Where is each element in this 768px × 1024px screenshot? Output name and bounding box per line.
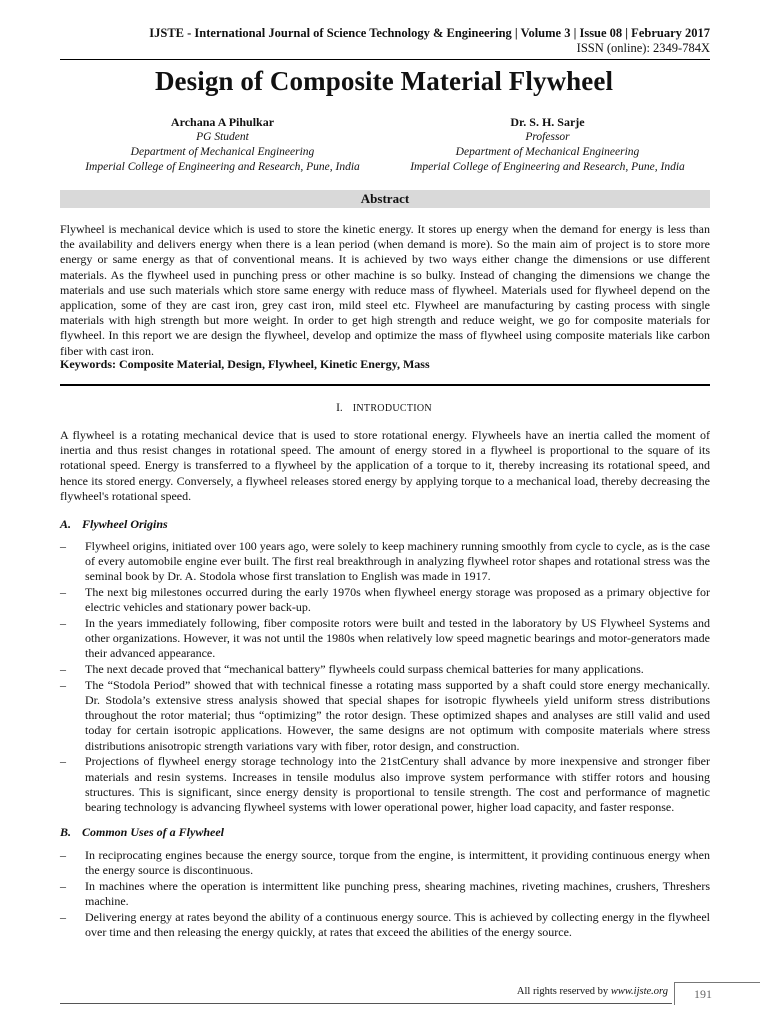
- header-rule: [60, 59, 710, 60]
- footer-rule: [60, 1003, 672, 1004]
- list-item-text: The “Stodola Period” showed that with technical finesse a rotating mass supported by a shaft could store energy mechanically. Dr. Stodola’s extensive stress analysis showed that special shapes for isotropic flywheels yield uniform stress distributions throughout the rotor material; thus “optimizing” the rotor design. These optimized shapes and analyses are still valid and used today for certain isotropic applications. However, the same designs are not optimum with composite materials where stress distributions anisotropic strength variations vary with fiber, rotor design, and construction.: [85, 677, 710, 753]
- author-department: Department of Mechanical Engineering: [455, 146, 640, 158]
- list-item-text: Delivering energy at rates beyond the ability of a continuous energy source. This is achieved by collecting energy in the flywheel over time and then releasing the energy quickly, at rates that exceed the abilities of the energy source.: [85, 909, 710, 940]
- list-item-text: Projections of flywheel energy storage technology into the 21stCentury shall advance by more inexpensive and stronger fiber materials and resin systems. Increases in tensile modulus also improve system performance with stiffer rotors and housing structures. This is significant, since energy density is proportional to tensile strength. The cost and performance of magnetic bearing technology is advancing flywheel systems with lower operational power, higher load capacity, and faster response.: [85, 754, 710, 814]
- list-item: [60, 616, 710, 662]
- list-item-text: Flywheel origins, initiated over 100 years ago, were solely to keep machinery running smoothly from cycle to cycle, as is the case of every automobile engine ever built. The first real breakthrough in analyzing flywheel rotor shapes and rotational stress was the seminal book by Dr. A. Stodola whose first translation to English was made in 1917.: [85, 539, 710, 584]
- author-name: Archana A Pihulkar: [170, 115, 275, 129]
- journal-url[interactable]: www.ijste.org: [610, 986, 668, 997]
- list-marker: –: [60, 677, 66, 692]
- journal-line: IJSTE - International Journal of Science Technology & Engineering | Volume 3 | Issue 08 | February 2017: [149, 26, 710, 40]
- journal-header: [60, 26, 710, 56]
- list-marker: –: [60, 754, 66, 769]
- rights-text: All rights reserved by: [516, 986, 609, 997]
- intro-paragraph: A flywheel is a rotating mechanical device that is used to store rotational energy. Flywheels have an inertia called the moment of inertia and thus resist changes in rotational speed. The amount of energy stored in a flywheel is proportional to the square of its rotational speed. Energy is transferred to a flywheel by the application of a torque to it, thereby increasing its rotational speed, and hence its stored energy. Conversely, a flywheel releases stored energy by applying torque to a mechanical load, thereby decreasing the flywheel's rotational speed.: [60, 428, 710, 503]
- subsection-letter: B.: [60, 825, 72, 839]
- author-role: PG Student: [196, 131, 249, 143]
- subsection-title: Flywheel Origins: [82, 517, 168, 531]
- author-department: Department of Mechanical Engineering: [130, 146, 315, 158]
- list-marker: –: [60, 878, 66, 893]
- list-item-text: In machines where the operation is intermittent like punching press, shearing machines, riveting machines, crushers, Threshers machine.: [85, 878, 710, 909]
- list-item: [60, 848, 710, 878]
- list-item: [60, 754, 710, 815]
- subsection-letter: A.: [60, 517, 72, 531]
- list-item-text: The next decade proved that “mechanical battery” flywheels could surpass chemical batteries for many applications.: [85, 662, 644, 677]
- list-marker: –: [60, 616, 66, 631]
- list-marker: –: [60, 539, 66, 553]
- list-item-text: The next big milestones occurred during the early 1970s when flywheel energy storage was proposed as a primary objective for electric vehicles and stationary power back-up.: [85, 585, 710, 615]
- abstract-heading: Abstract: [60, 190, 710, 208]
- section-number: I.: [336, 402, 343, 414]
- list-item: [60, 662, 710, 677]
- subsection-heading-uses: [60, 825, 224, 840]
- paper-title: Design of Composite Material Flywheel: [154, 66, 614, 96]
- section-title: INTRODUCTION: [352, 403, 432, 414]
- author-name: Dr. S. H. Sarje: [510, 115, 585, 129]
- author-institution: Imperial College of Engineering and Research, Pune, India: [85, 161, 360, 173]
- list-item-text: In the years immediately following, fiber composite rotors were built and tested in the laboratory by US Flywheel Systems and other organizations. However, it was not until the 1980s when relatively low speed magnetic bearings and motor-generators made their advanced appearance.: [85, 616, 710, 661]
- author-1: [60, 115, 385, 175]
- subsection-heading-origins: [60, 517, 168, 532]
- list-marker: –: [60, 848, 66, 862]
- page-number-rule: [730, 982, 760, 983]
- subsection-title: Common Uses of a Flywheel: [82, 825, 225, 839]
- issn: ISSN (online): 2349-784X: [576, 41, 710, 55]
- abstract-rule: [60, 384, 710, 386]
- footer-rights: [517, 986, 668, 997]
- author-role: Professor: [525, 131, 570, 143]
- author-block: [60, 115, 710, 175]
- list-item: [60, 910, 710, 940]
- list-item: [60, 585, 710, 615]
- keywords: Keywords: Composite Material, Design, Flywheel, Kinetic Energy, Mass: [60, 357, 430, 371]
- list-item: [60, 539, 710, 585]
- list-marker: –: [60, 909, 66, 924]
- list-marker: –: [60, 585, 66, 600]
- list-item: [60, 678, 710, 754]
- author-2: [385, 115, 710, 175]
- origins-list: [60, 539, 710, 816]
- list-item-text: In reciprocating engines because the energy source, torque from the engine, is intermittent, it providing continuous energy when the energy source is discontinuous.: [85, 848, 710, 878]
- list-marker: –: [60, 662, 66, 677]
- page-number: 191: [674, 982, 731, 1005]
- uses-list: [60, 848, 710, 941]
- section-heading-introduction: [0, 402, 768, 414]
- author-institution: Imperial College of Engineering and Research, Pune, India: [410, 161, 685, 173]
- list-item: [60, 879, 710, 909]
- abstract-text: Flywheel is mechanical device which is used to store the kinetic energy. It stores up energy when the demand for energy is less than the availability and delivers energy when there is a lean period (when demand is more). So the main aim of project is to store more energy or same energy as that of conventional means. It is achieved by two ways either change the dimensions or use different materials. As the flywheel used in punching press or other machine is so bulky. Instead of changing the dimensions we change the materials and use such materials which store same energy with reduce mass of flywheel. Materials used for flywheel depend on the application, some of they are cast iron, grey cast iron, mild steel etc. Flywheel are manufacturing by casting process with single materials with high strength but more weight. In order to get high strength and reduce weight, we go for composite materials for flywheel. In this report we are design the flywheel, develop and optimize the mass of flywheel using composite materials like carbon fiber with cast iron.: [60, 222, 710, 358]
